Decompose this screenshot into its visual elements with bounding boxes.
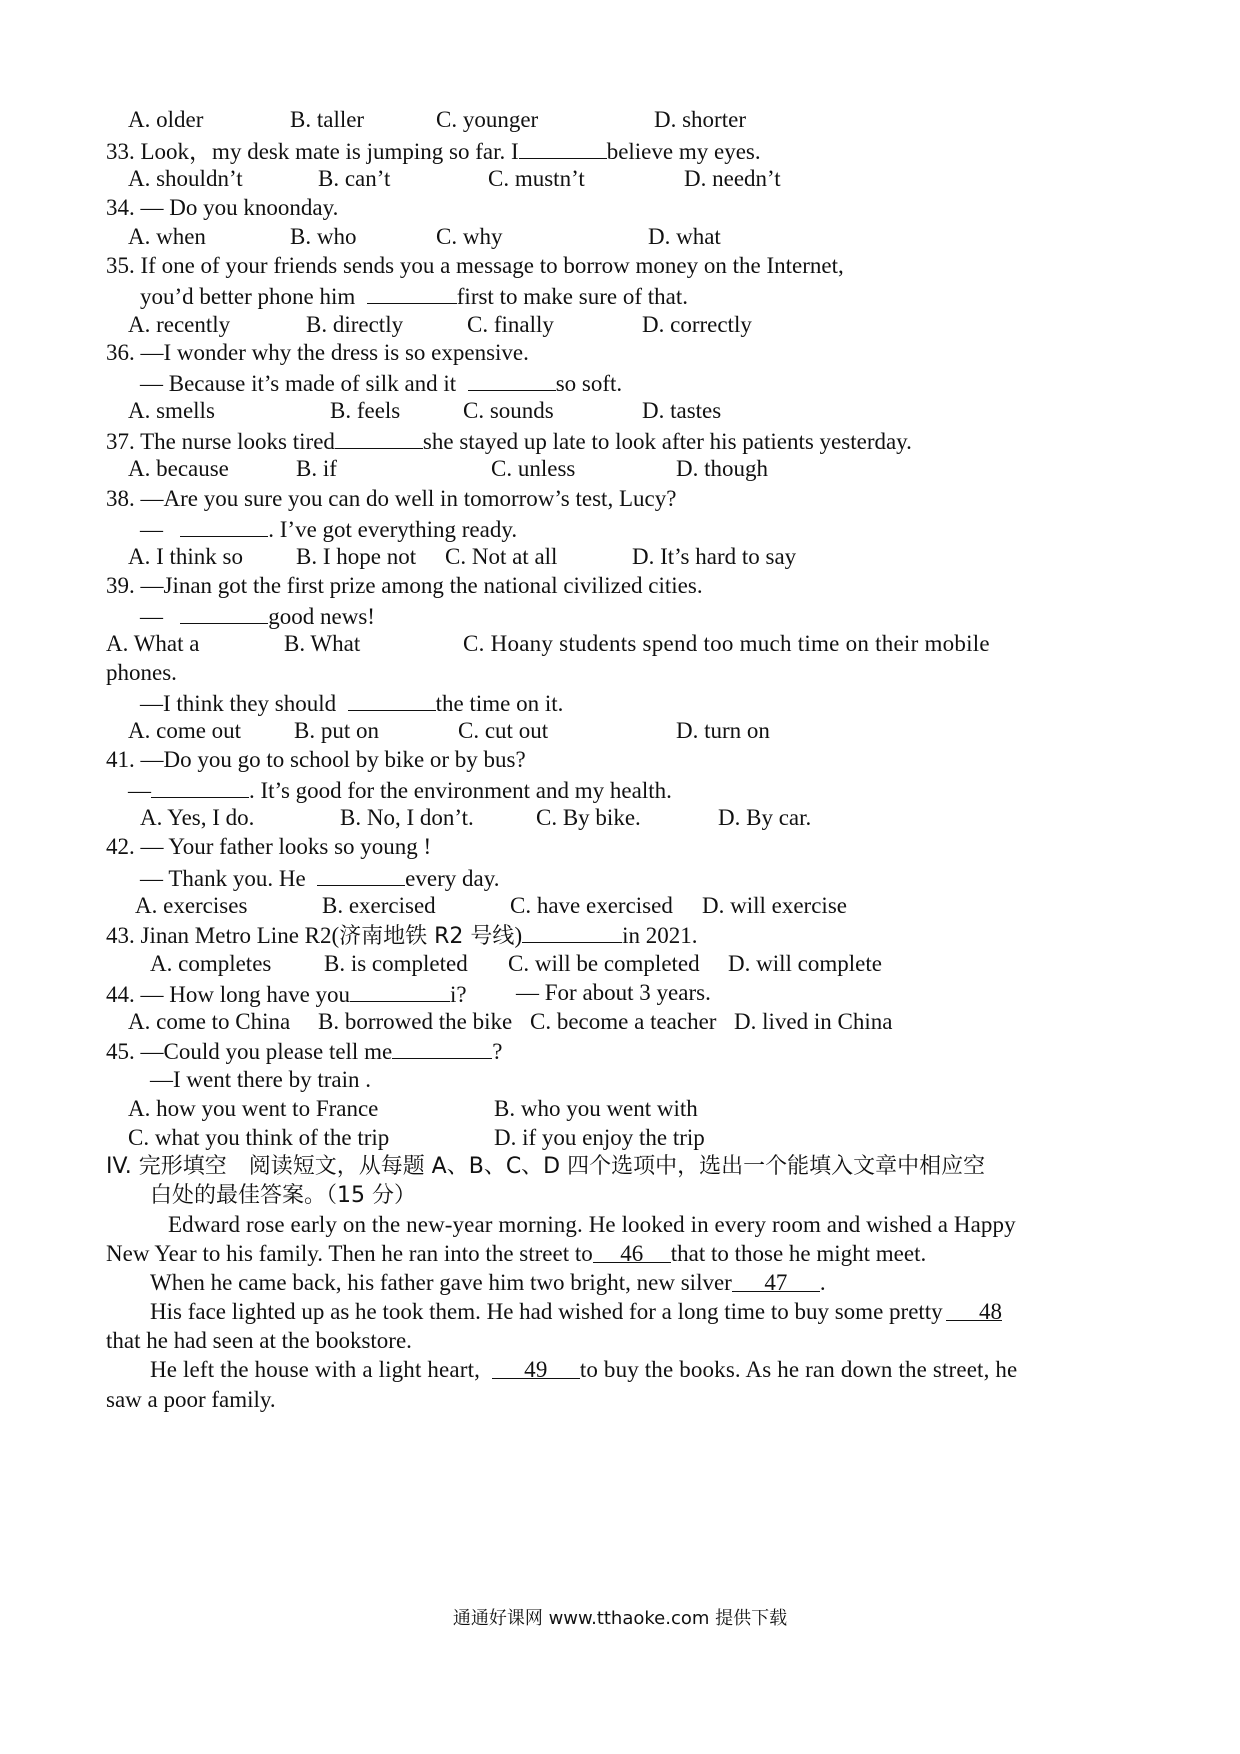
passage-p4-line1: He left the house with a light heart, 49 to buy the books. As he ran down the street, he [150, 1354, 1017, 1386]
q35-option-b: B. directly [306, 312, 404, 337]
q35-stem-line1: 35. If one of your friends sends you a message to borrow money on the Internet, [106, 253, 844, 278]
q42-stem-line2: — Thank you. He every day. [140, 861, 499, 893]
q44-option-a: A. come to China [128, 1009, 291, 1034]
cloze-blank-48[interactable]: 48 [946, 1296, 1002, 1321]
q35-option-c: C. finally [467, 312, 554, 337]
q44-option-b: B. borrowed the bike [318, 1009, 513, 1034]
q34-option-d: D. what [648, 224, 721, 249]
q41-option-d: D. By car. [718, 805, 812, 830]
passage-p4-line2: saw a poor family. [106, 1387, 276, 1412]
q43-option-d: D. will complete [728, 951, 882, 976]
passage-p1-line1: Edward rose early on the new-year morning. He looked in every room and wished a Happy [168, 1212, 1016, 1237]
q33-option-d: D. needn’t [684, 166, 781, 191]
q37-option-b: B. if [296, 456, 337, 481]
q42-option-d: D. will exercise [702, 893, 847, 918]
q43-option-a: A. completes [150, 951, 272, 976]
q42-option-c: C. have exercised [510, 893, 673, 918]
q37-option-d: D. though [676, 456, 768, 481]
q32-option-a: A. older [128, 107, 204, 132]
q41-stem-line1: 41. —Do you go to school by bike or by bus? [106, 747, 526, 772]
q36-option-d: D. tastes [642, 398, 722, 423]
q45-response: —I went there by train . [150, 1067, 371, 1092]
q39-option-c-continued: phones. [106, 660, 177, 685]
q40-option-b: B. put on [294, 718, 379, 743]
q45-option-a: A. how you went to France [128, 1096, 379, 1121]
q38-option-c: C. Not at all [445, 544, 558, 569]
answer-blank[interactable] [519, 134, 607, 159]
q32-option-d: D. shorter [654, 107, 746, 132]
q42-stem-line1: 42. — Your father looks so young ! [106, 834, 432, 859]
q39-stem-line1: 39. —Jinan got the first prize among the national civilized cities. [106, 573, 703, 598]
q38-option-a: A. I think so [128, 544, 243, 569]
cloze-blank-46[interactable]: 46 [593, 1238, 671, 1263]
page-footer: 通通好课网 www.tthaoke.com 提供下载 [452, 1608, 788, 1629]
q45-option-d: D. if you enjoy the trip [494, 1125, 705, 1150]
q39-option-b: B. What [284, 631, 361, 656]
q42-option-a: A. exercises [135, 893, 248, 918]
q43-option-c: C. will be completed [508, 951, 700, 976]
answer-blank[interactable] [180, 512, 268, 537]
q39-option-c: C. Hoany students spend too much time on their mobile [463, 631, 990, 656]
answer-blank[interactable] [468, 366, 556, 391]
q42-option-b: B. exercised [322, 893, 436, 918]
answer-blank[interactable] [348, 686, 436, 711]
q37-option-c: C. unless [491, 456, 576, 481]
q44-option-c: C. become a teacher [530, 1009, 717, 1034]
q45-option-b: B. who you went with [494, 1096, 698, 1121]
q32-option-c: C. younger [436, 107, 539, 132]
passage-p1-line2: New Year to his family. Then he ran into the street to 46 that to those he might meet. [106, 1238, 926, 1270]
answer-blank[interactable] [335, 424, 423, 449]
q43-chinese-note: 济南地铁 R2 号线 [339, 924, 515, 949]
q35-option-a: A. recently [128, 312, 231, 337]
answer-blank[interactable] [392, 1034, 492, 1059]
answer-blank[interactable] [317, 861, 405, 886]
q44-response: — For about 3 years. [516, 980, 711, 1005]
q36-option-a: A. smells [128, 398, 215, 423]
q43-option-b: B. is completed [324, 951, 468, 976]
passage-p3-blank [946, 1296, 1002, 1328]
q34-option-c: C. why [436, 224, 503, 249]
q45-stem: 45. —Could you please tell me ? [106, 1034, 502, 1066]
q39-stem-line2: — good news! [140, 599, 375, 631]
q36-option-c: C. sounds [463, 398, 554, 423]
q37-option-a: A. because [128, 456, 229, 481]
q40-option-c: C. cut out [458, 718, 549, 743]
q36-stem-line2: — Because it’s made of silk and it so soft. [140, 366, 622, 398]
passage-p3-line1: His face lighted up as he took them. He had wished for a long time to buy some pretty [150, 1299, 943, 1324]
passage-p3-line2: that he had seen at the bookstore. [106, 1328, 412, 1353]
q38-stem-line2: — . I’ve got everything ready. [140, 512, 517, 544]
q39-option-a: A. What a [106, 631, 200, 656]
q40-option-d: D. turn on [676, 718, 770, 743]
q45-option-c: C. what you think of the trip [128, 1125, 390, 1150]
q43-stem: 43. Jinan Metro Line R2(济南地铁 R2 号线) in 2021. [106, 918, 698, 950]
section-iv-heading: IV. 完形填空 阅读短文，从每题 A、B、C、D 四个选项中，选出一个能填入文章中相应空 [106, 1154, 986, 1179]
q35-option-d: D. correctly [642, 312, 752, 337]
q34-stem: 34. — Do you knoonday. [106, 195, 339, 220]
passage-p2: When he came back, his father gave him two bright, new silver 47 . [150, 1267, 826, 1299]
q44-option-d: D. lived in China [734, 1009, 893, 1034]
q38-option-b: B. I hope not [296, 544, 417, 569]
q40-stem: —I think they should the time on it. [140, 686, 563, 718]
section-iv-heading-cont: 白处的最佳答案。（15 分） [150, 1183, 416, 1208]
answer-blank[interactable] [180, 599, 268, 624]
q32-option-b: B. taller [290, 107, 365, 132]
q38-stem-line1: 38. —Are you sure you can do well in tomorrow’s test, Lucy? [106, 486, 677, 511]
q36-stem-line1: 36. —I wonder why the dress is so expensive. [106, 340, 529, 365]
answer-blank[interactable] [151, 773, 249, 798]
q33-option-a: A. shouldn’t [128, 166, 243, 191]
q40-option-a: A. come out [128, 718, 242, 743]
answer-blank[interactable] [522, 918, 622, 943]
q38-option-d: D. It’s hard to say [632, 544, 797, 569]
q33-stem: 33. Look，my desk mate is jumping so far. I believe my eyes. [106, 134, 761, 166]
q41-option-c: C. By bike. [536, 805, 641, 830]
answer-blank[interactable] [367, 279, 457, 304]
q33-option-b: B. can’t [318, 166, 391, 191]
q33-option-c: C. mustn’t [488, 166, 585, 191]
cloze-blank-49[interactable]: 49 [492, 1354, 580, 1379]
q44-stem: 44. — How long have you i? [106, 977, 467, 1009]
q34-option-b: B. who [290, 224, 357, 249]
q41-stem-line2: — . It’s good for the environment and my health. [128, 773, 672, 805]
answer-blank[interactable] [350, 977, 450, 1002]
q41-option-a: A. Yes, I do. [140, 805, 255, 830]
q41-option-b: B. No, I don’t. [340, 805, 474, 830]
cloze-blank-47[interactable]: 47 [732, 1267, 820, 1292]
q37-stem: 37. The nurse looks tired she stayed up late to look after his patients yesterday. [106, 424, 912, 456]
q36-option-b: B. feels [330, 398, 401, 423]
q35-stem-line2: you’d better phone him first to make sure of that. [140, 279, 688, 311]
q34-option-a: A. when [128, 224, 206, 249]
